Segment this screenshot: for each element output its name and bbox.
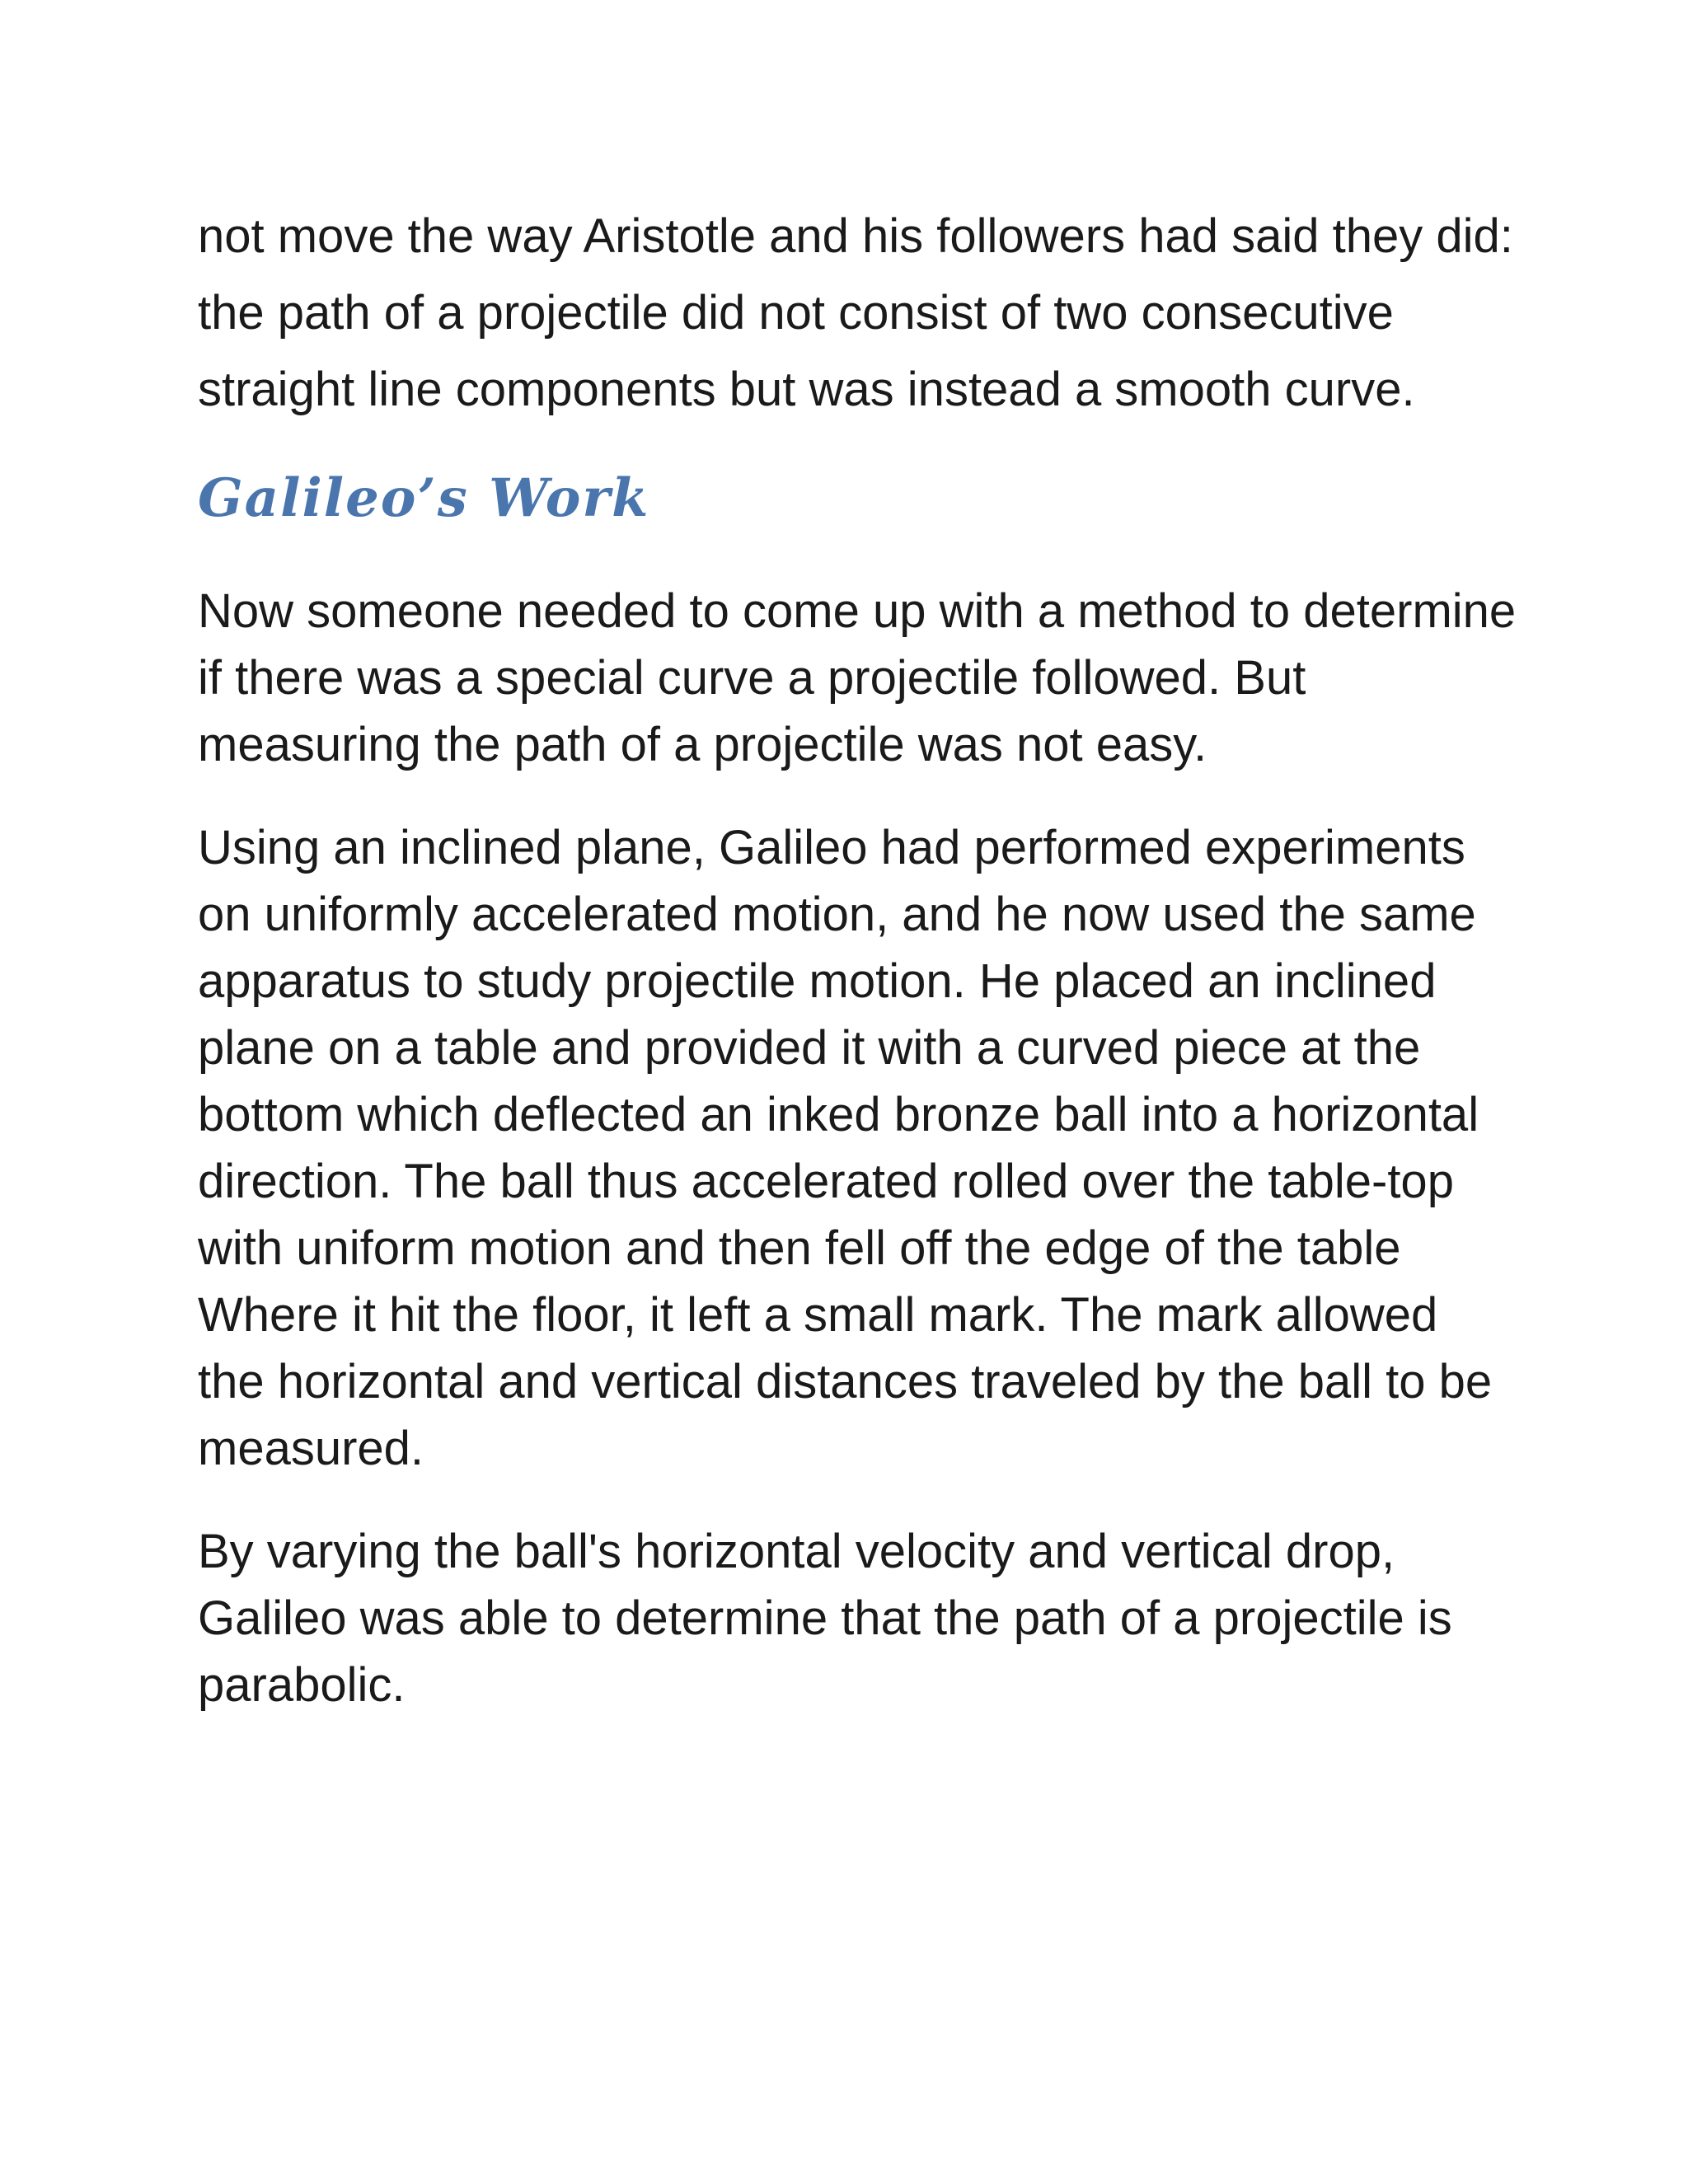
- paragraph-conclusion: By varying the ball's horizontal velocity and vertical drop, Galileo was able to determine that the path of a projectile is parabolic.: [198, 1525, 1452, 1712]
- section-heading: Galileo’s Work: [198, 467, 650, 529]
- paragraph-method: Now someone needed to come up with a method to determine if there was a special curve a projectile followed. But measuring the path of a projectile was not easy.: [198, 584, 1517, 771]
- paragraph-inclined-plane: Using an inclined plane, Galileo had performed experiments on uniformly accelerated motion, and he now used the same apparatus to study projectile motion. He placed an inclined plane on a table and provided it with a curved piece at the bottom which deflected an inked bronze ball into a horizontal direction. The ball thus accelerated rolled over the table-top with uniform motion and then fell off the edge of the table Where it hit the floor, it left a small mark. The mark allowed the horizontal and vertical distances traveled by the ball to be measured.: [198, 821, 1493, 1475]
- intro-paragraph: not move the way Aristotle and his followers had said they did: the path of a projectile did not consist of two consecutive straight line components but was instead a smooth curve.: [198, 209, 1513, 416]
- document-body: [198, 198, 1517, 1718]
